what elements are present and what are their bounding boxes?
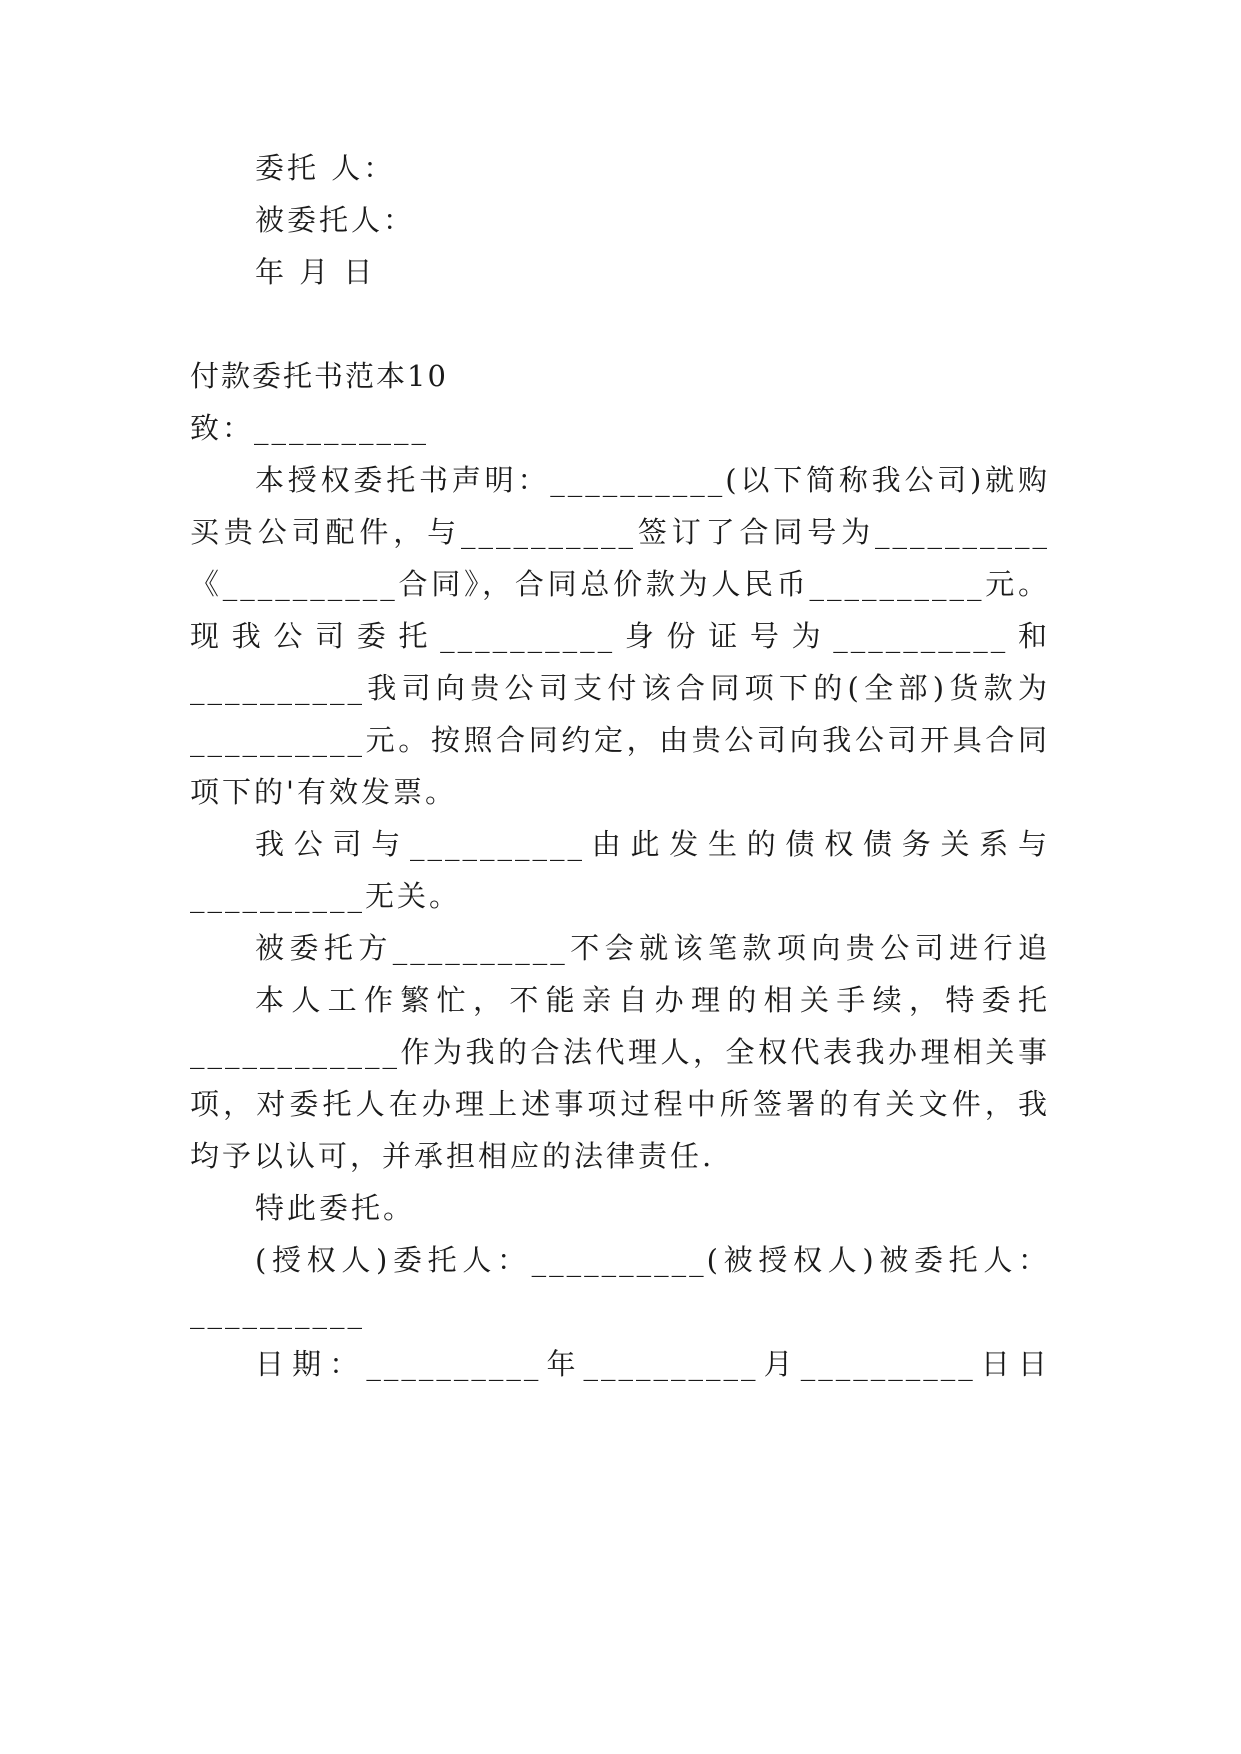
- body-line-6: __________元。按照合同约定，由贵公司向我公司开具合同: [190, 723, 1050, 757]
- body-line-14: 均予以认可，并承担相应的法律责任.: [190, 1139, 715, 1173]
- signature-parties-line: (授权人)委托人：__________(被授权人)被委托人：: [255, 1243, 1050, 1277]
- body-line-7: 项下的'有效发票。: [190, 775, 457, 809]
- body-line-13: 项，对委托人在办理上述事项过程中所签署的有关文件，我: [190, 1087, 1050, 1121]
- recipient-line: 致：__________: [190, 411, 430, 445]
- date-label: 年 月 日: [255, 255, 376, 289]
- body-line-8: 我公司与__________由此发生的债权债务关系与: [255, 827, 1050, 861]
- body-line-5: __________我司向贵公司支付该合同项下的(全部)货款为: [190, 671, 1050, 705]
- body-line-4: 现我公司委托__________身份证号为__________和: [190, 619, 1050, 653]
- signature-blank-line: __________: [190, 1295, 365, 1329]
- signature-date-line: 日期：__________年__________月__________日日: [255, 1347, 1050, 1381]
- principal-signature-label: 委托 人：: [255, 151, 396, 185]
- body-line-11: 本人工作繁忙，不能亲自办理的相关手续，特委托: [255, 983, 1050, 1017]
- closing-line: 特此委托。: [255, 1191, 416, 1225]
- body-line-1: 本授权委托书声明：__________(以下简称我公司)就购: [255, 463, 1050, 497]
- body-line-10: 被委托方__________不会就该笔款项向贵公司进行追: [255, 931, 1050, 965]
- section-title: 付款委托书范本10: [190, 359, 448, 393]
- body-line-12: ____________作为我的合法代理人，全权代表我办理相关事: [190, 1035, 1050, 1069]
- body-line-3: 《__________合同》，合同总价款为人民币__________元。: [190, 567, 1050, 601]
- agent-signature-label: 被委托人：: [255, 203, 416, 237]
- body-line-9: __________无关。: [190, 879, 462, 913]
- body-line-2: 买贵公司配件，与__________签订了合同号为__________: [190, 515, 1050, 549]
